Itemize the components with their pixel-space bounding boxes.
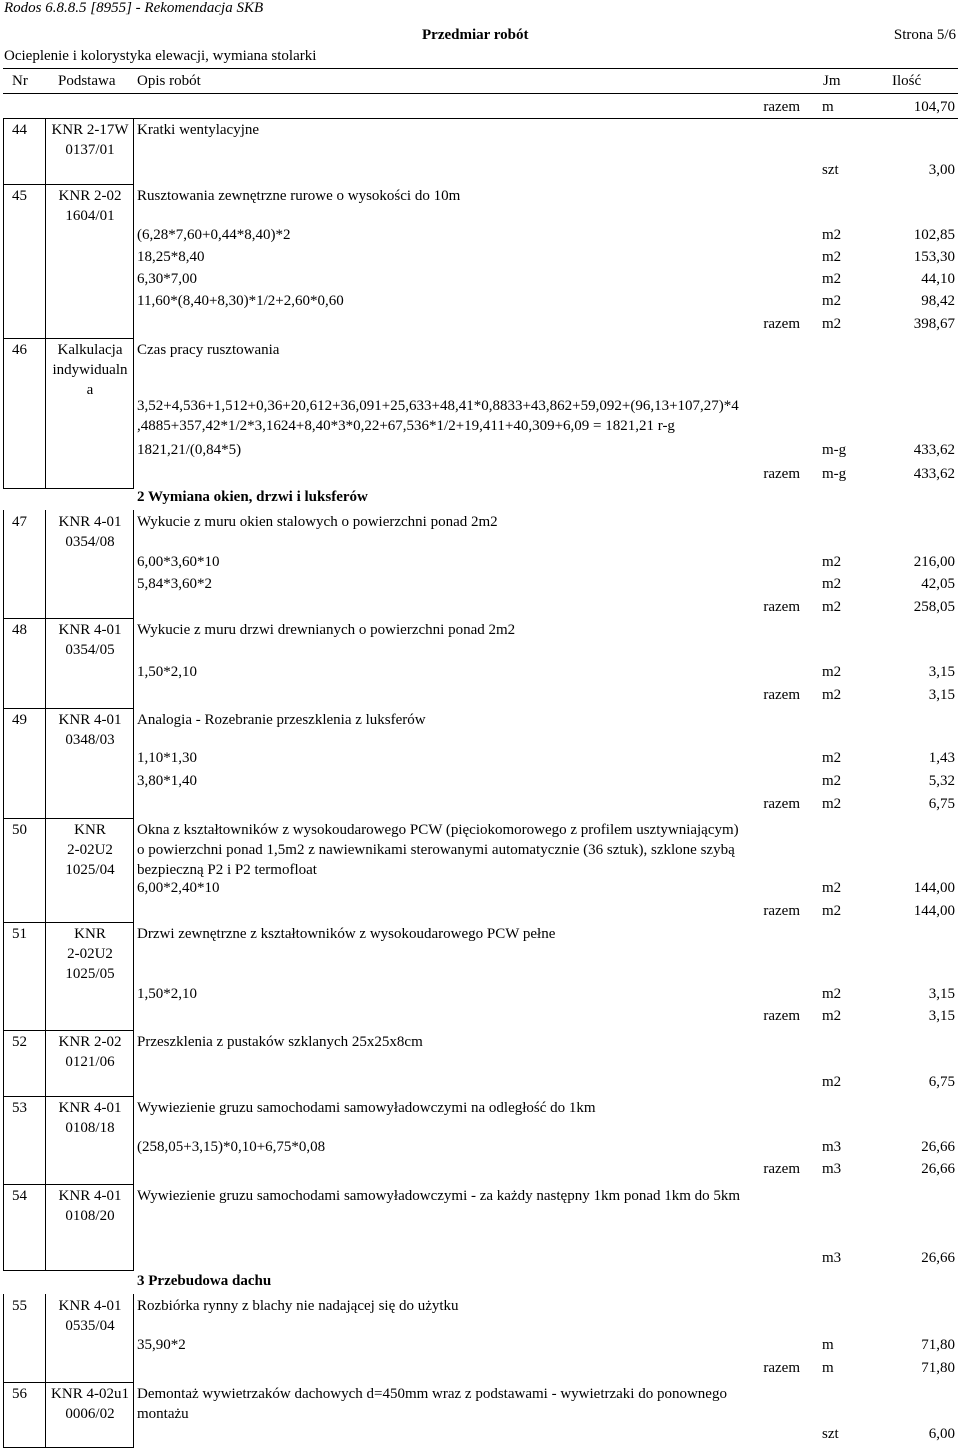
item-description: Wywiezienie gruzu samochodami samowyładowczymi na odległość do 1km [137, 1100, 596, 1116]
sum-unit: m2 [822, 1008, 842, 1024]
grid-line [45, 184, 46, 338]
sum-label: razem [763, 796, 800, 812]
calculation-text: 3,52+4,536+1,512+0,36+20,612+36,091+25,633+48,41*0,8833+43,862+59,092+(96,13+107,27)*4 [137, 398, 739, 414]
grid-line [45, 1294, 46, 1382]
calculation-quantity: 3,15 [928, 664, 955, 680]
item-basis: KNR 4-01 [58, 1100, 122, 1116]
calculation-expression: 18,25*8,40 [137, 249, 205, 265]
item-number: 46 [12, 342, 27, 358]
item-number: 53 [12, 1100, 27, 1116]
calculation-unit: m-g [822, 442, 847, 458]
grid-line [133, 1096, 134, 1184]
grid-line [3, 618, 4, 708]
item-description: Wykucie z muru okien stalowych o powierzchni ponad 2m2 [137, 514, 498, 530]
item-basis: 0354/05 [65, 642, 115, 658]
sum-label: razem [763, 466, 800, 482]
grid-line [45, 510, 46, 618]
grid-line [3, 118, 4, 184]
calculation-quantity: 216,00 [913, 554, 955, 570]
sum-label: razem [763, 687, 800, 703]
item-description: Drzwi zewnętrzne z kształtowników z wysokoudarowego PCW pełne [137, 926, 556, 942]
calculation-quantity: 144,00 [913, 880, 955, 896]
item-basis: KNR 4-01 [58, 622, 122, 638]
item-description: Analogia - Rozebranie przeszklenia z luksferów [137, 712, 426, 728]
sum-unit: szt [822, 162, 839, 178]
row-rule [3, 1270, 134, 1271]
grid-line [3, 708, 4, 818]
grid-line [3, 1294, 4, 1382]
calculation-expression: 1,50*2,10 [137, 664, 197, 680]
item-basis: 1025/04 [65, 862, 115, 878]
sum-quantity: 258,05 [913, 599, 955, 615]
grid-line [3, 1096, 4, 1184]
item-description: Rusztowania zewnętrzne rurowe o wysokości do 10m [137, 188, 461, 204]
calculation-quantity: 1,43 [928, 750, 955, 766]
grid-line [133, 618, 134, 708]
item-number: 51 [12, 926, 27, 942]
item-description: bezpieczną P2 i P2 termofloat [137, 862, 317, 878]
item-number: 55 [12, 1298, 27, 1314]
sum-quantity: 3,15 [928, 687, 955, 703]
grid-line [45, 708, 46, 818]
header-top-rule [3, 68, 958, 69]
item-basis: 2-02U2 [67, 842, 113, 858]
item-basis: 2-02U2 [67, 946, 113, 962]
row-rule [3, 618, 134, 619]
sum-unit: m2 [822, 687, 842, 703]
calculation-expression: 1,50*2,10 [137, 986, 197, 1002]
grid-line [3, 1184, 4, 1270]
calculation-unit: m2 [822, 880, 842, 896]
sum-label: razem [763, 99, 800, 115]
sum-unit: m2 [822, 599, 842, 615]
grid-line [3, 1382, 4, 1447]
item-description: Kratki wentylacyjne [137, 122, 260, 138]
calculation-quantity: 5,32 [928, 773, 955, 789]
sum-unit: m2 [822, 903, 842, 919]
item-basis: 0137/01 [65, 142, 115, 158]
sum-unit: m-g [822, 466, 847, 482]
item-description: montażu [137, 1406, 189, 1422]
item-basis: 0121/06 [65, 1054, 115, 1070]
grid-line [45, 1096, 46, 1184]
calculation-unit: m2 [822, 227, 842, 243]
sum-quantity: 433,62 [913, 466, 955, 482]
project-name: Ocieplenie i kolorystyka elewacji, wymiana stolarki [4, 48, 317, 64]
calculation-quantity: 102,85 [913, 227, 955, 243]
item-description: Rozbiórka rynny z blachy nie nadającej się do użytku [137, 1298, 459, 1314]
calculation-expression: 11,60*(8,40+8,30)*1/2+2,60*0,60 [137, 293, 344, 309]
item-basis: 0348/03 [65, 732, 115, 748]
item-basis: KNR 4-01 [58, 1188, 122, 1204]
page-number: Strona 5/6 [893, 27, 956, 43]
grid-line [45, 338, 46, 488]
item-basis: 0108/18 [65, 1120, 115, 1136]
sum-quantity: 6,75 [928, 1074, 955, 1090]
item-basis: indywidualn [52, 362, 128, 378]
calculation-quantity: 98,42 [921, 293, 955, 309]
sum-unit: m [822, 99, 834, 115]
item-number: 52 [12, 1034, 27, 1050]
sum-quantity: 398,67 [913, 316, 955, 332]
grid-line [133, 338, 134, 488]
calculation-quantity: 26,66 [921, 1139, 955, 1155]
sum-quantity: 26,66 [921, 1161, 955, 1177]
sum-unit: m3 [822, 1161, 842, 1177]
sum-unit: m2 [822, 1074, 842, 1090]
grid-line [3, 510, 4, 618]
item-number: 50 [12, 822, 27, 838]
calculation-quantity: 153,30 [913, 249, 955, 265]
sum-unit: m [822, 1360, 834, 1376]
section-heading: 2 Wymiana okien, drzwi i luksferów [137, 489, 368, 505]
sum-quantity: 71,80 [921, 1360, 955, 1376]
row-rule [3, 338, 134, 339]
grid-line [45, 118, 46, 184]
row-rule [3, 488, 134, 489]
item-basis: KNR 4-01 [58, 514, 122, 530]
calculation-expression: 1821,21/(0,84*5) [137, 442, 242, 458]
item-description: o powierzchni ponad 1,5m2 z nawiewnikami sterowanymi automatycznie (36 sztuk), szklone szybą [137, 842, 735, 858]
sum-quantity: 3,00 [928, 162, 955, 178]
grid-line [45, 618, 46, 708]
grid-line [133, 1382, 134, 1447]
grid-line [45, 1382, 46, 1447]
calculation-unit: m2 [822, 293, 842, 309]
item-basis: KNR 2-17W [51, 122, 129, 138]
calculation-expression: 3,80*1,40 [137, 773, 197, 789]
item-description: Wywiezienie gruzu samochodami samowyładowczymi - za każdy następny 1km ponad 1km do 5km [137, 1188, 741, 1204]
item-basis: 0354/08 [65, 534, 115, 550]
row-rule [3, 1030, 134, 1031]
item-basis: a [86, 382, 94, 398]
grid-line [3, 338, 4, 488]
calculation-quantity: 42,05 [921, 576, 955, 592]
sum-unit: m2 [822, 316, 842, 332]
item-basis: 0006/02 [65, 1406, 115, 1422]
sum-label: razem [763, 1360, 800, 1376]
sum-quantity: 6,00 [928, 1426, 955, 1442]
grid-line [133, 510, 134, 618]
grid-line [45, 1184, 46, 1270]
sum-label: razem [763, 903, 800, 919]
item-basis: KNR 4-01 [58, 1298, 122, 1314]
app-name: Rodos 6.8.8.5 [8955] - Rekomendacja SKB [4, 0, 264, 16]
item-description: Okna z kształtowników z wysokoudarowego PCW (pięciokomorowego z profilem usztywniającym) [137, 822, 739, 838]
grid-line [133, 1294, 134, 1382]
item-number: 47 [12, 514, 27, 530]
sum-label: razem [763, 1161, 800, 1177]
sum-quantity: 6,75 [928, 796, 955, 812]
grid-line [3, 922, 4, 1030]
calculation-quantity: 433,62 [913, 442, 955, 458]
sum-quantity: 104,70 [913, 99, 955, 115]
calculation-unit: m2 [822, 773, 842, 789]
column-quantity: Ilość [892, 73, 922, 89]
calculation-unit: m2 [822, 986, 842, 1002]
sum-unit: m2 [822, 796, 842, 812]
sum-quantity: 26,66 [921, 1250, 955, 1266]
grid-line [45, 818, 46, 922]
item-number: 45 [12, 188, 27, 204]
item-basis: 1604/01 [65, 208, 115, 224]
item-description: Przeszklenia z pustaków szklanych 25x25x8cm [137, 1034, 423, 1050]
item-number: 49 [12, 712, 27, 728]
row-rule [3, 922, 134, 923]
sum-unit: szt [822, 1426, 839, 1442]
calculation-text: ,4885+357,42*1/2*3,1624+8,40*3*0,22+67,536*1/2+19,411+40,309+6,09 = 1821,21 r-g [137, 418, 675, 434]
row-rule [3, 818, 134, 819]
calculation-unit: m2 [822, 271, 842, 287]
row-rule [3, 1184, 134, 1185]
sum-label: razem [763, 599, 800, 615]
item-description: Wykucie z muru drzwi drewnianych o powierzchni ponad 2m2 [137, 622, 516, 638]
calculation-expression: 6,30*7,00 [137, 271, 197, 287]
item-basis: KNR [74, 822, 106, 838]
calculation-expression: 35,90*2 [137, 1337, 186, 1353]
calculation-quantity: 44,10 [921, 271, 955, 287]
item-basis: Kalkulacja [57, 342, 123, 358]
column-description: Opis robót [137, 73, 201, 89]
sum-label: razem [763, 316, 800, 332]
grid-line [133, 184, 134, 338]
calculation-expression: 1,10*1,30 [137, 750, 197, 766]
item-basis: KNR 4-01 [58, 712, 122, 728]
item-description: Demontaż wywietrzaków dachowych d=450mm wraz z podstawami - wywietrzaki do ponownego [137, 1386, 727, 1402]
grid-line [133, 1030, 134, 1096]
calculation-expression: (258,05+3,15)*0,10+6,75*0,08 [137, 1139, 326, 1155]
item-number: 56 [12, 1386, 27, 1402]
grid-line [133, 1184, 134, 1270]
header-bottom-rule [3, 93, 958, 94]
calculation-unit: m2 [822, 576, 842, 592]
grid-line [3, 184, 4, 338]
item-description: Czas pracy rusztowania [137, 342, 280, 358]
calculation-quantity: 71,80 [921, 1337, 955, 1353]
grid-line [133, 118, 134, 184]
calculation-quantity: 3,15 [928, 986, 955, 1002]
document-title: Przedmiar robót [422, 27, 529, 43]
calculation-expression: 6,00*3,60*10 [137, 554, 220, 570]
column-basis: Podstawa [58, 73, 116, 89]
grid-line [133, 818, 134, 922]
calculation-unit: m2 [822, 249, 842, 265]
row-rule [3, 184, 134, 185]
grid-line [45, 922, 46, 1030]
grid-line [133, 708, 134, 818]
item-basis: 0535/04 [65, 1318, 115, 1334]
calculation-expression: 5,84*3,60*2 [137, 576, 212, 592]
calculation-unit: m3 [822, 1139, 842, 1155]
column-nr: Nr [12, 73, 28, 89]
calculation-unit: m2 [822, 750, 842, 766]
item-basis: KNR [74, 926, 106, 942]
item-basis: KNR 2-02 [58, 188, 122, 204]
calculation-unit: m [822, 1337, 834, 1353]
sum-quantity: 3,15 [928, 1008, 955, 1024]
sum-label: razem [763, 1008, 800, 1024]
grid-line [45, 1030, 46, 1096]
calculation-expression: 6,00*2,40*10 [137, 880, 220, 896]
item-basis: 0108/20 [65, 1208, 115, 1224]
calculation-expression: (6,28*7,60+0,44*8,40)*2 [137, 227, 291, 243]
grid-line [3, 818, 4, 922]
row-rule [3, 118, 958, 119]
sum-quantity: 144,00 [913, 903, 955, 919]
section-heading: 3 Przebudowa dachu [137, 1273, 272, 1289]
sum-unit: m3 [822, 1250, 842, 1266]
grid-line [3, 1030, 4, 1096]
item-number: 48 [12, 622, 27, 638]
calculation-unit: m2 [822, 554, 842, 570]
item-basis: KNR 4-02u1 [51, 1386, 129, 1402]
row-rule [3, 1096, 134, 1097]
row-rule [3, 708, 134, 709]
column-unit: Jm [823, 73, 841, 89]
calculation-unit: m2 [822, 664, 842, 680]
item-basis: 1025/05 [65, 966, 115, 982]
grid-line [133, 922, 134, 1030]
item-number: 54 [12, 1188, 27, 1204]
row-rule [3, 1382, 134, 1383]
item-basis: KNR 2-02 [58, 1034, 122, 1050]
item-number: 44 [12, 122, 27, 138]
